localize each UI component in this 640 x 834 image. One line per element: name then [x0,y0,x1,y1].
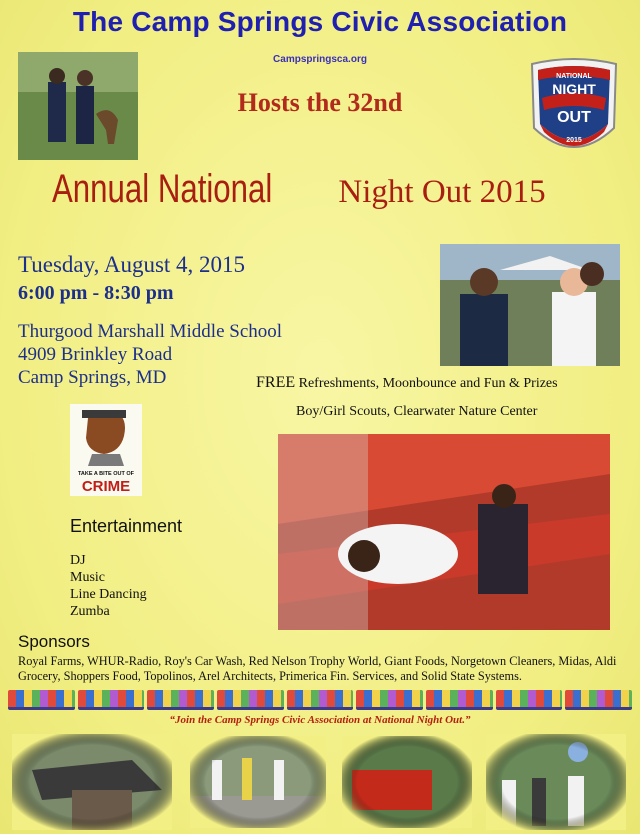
list-item: Music [70,570,105,585]
list-item: DJ [70,553,86,568]
crime-dog-logo [70,404,142,496]
event-name [52,167,546,212]
venue-line: Camp Springs, MD [18,367,167,388]
national-night-out-badge [524,58,624,168]
hosts-heading: Hosts the 32nd [237,88,403,117]
police-officers-photo [18,52,138,160]
website-link[interactable]: Campspringsca.org [273,54,367,65]
line-dancing-photo [190,736,326,828]
event-name-small: Night Out 2015 [338,174,546,210]
free-activities-text: Refreshments, Moonbounce and Fun & Prizes [295,376,558,391]
venue-line: 4909 Brinkley Road [18,344,173,365]
scouts-nature-center: Boy/Girl Scouts, Clearwater Nature Center [296,404,538,419]
crowd-photo [486,734,626,830]
crime-logo-line1: TAKE A BITE OUT OF [77,471,135,477]
free-word: FREE [256,374,296,391]
moonbounce-photo [278,434,610,630]
badge-year-text: 2015 [566,137,582,144]
sponsors-list: Royal Farms, WHUR-Radio, Roy's Car Wash, Red Nelson Trophy World, Giant Foods, Norgetown Cleaners, Midas, Aldi Grocery, Shoppers Food, Topolinos, Arel Architects, Primerica Fin. Services, and Solid State Systems. [18,654,617,683]
list-item: Zumba [70,604,110,619]
event-venue [18,320,282,389]
venue-line: Thurgood Marshall Middle School [18,321,283,342]
event-name-big: Annual National [52,167,273,211]
invitation-quote: “Join the Camp Springs Civic Association at National Night Out.” [169,714,471,726]
flyer-title: The Camp Springs Civic Association [72,6,568,37]
fire-truck-photo [342,736,472,828]
house-border-strip [8,690,632,710]
event-photo-strip [12,730,628,834]
sponsors-heading: Sponsors [18,632,90,651]
list-item: Line Dancing [70,587,147,602]
helicopter-photo [12,734,172,830]
entertainment-list [70,552,147,620]
badge-night-text: NIGHT [552,81,596,97]
entertainment-heading: Entertainment [70,516,183,536]
officer-with-baby-photo [440,244,620,366]
badge-out-text: OUT [557,109,591,126]
event-date: Tuesday, August 4, 2015 [18,252,246,277]
badge-top-text: NATIONAL [556,73,592,80]
event-time: 6:00 pm - 8:30 pm [18,282,174,304]
free-activities [256,374,558,392]
crime-logo-line2: CRIME [81,478,131,495]
